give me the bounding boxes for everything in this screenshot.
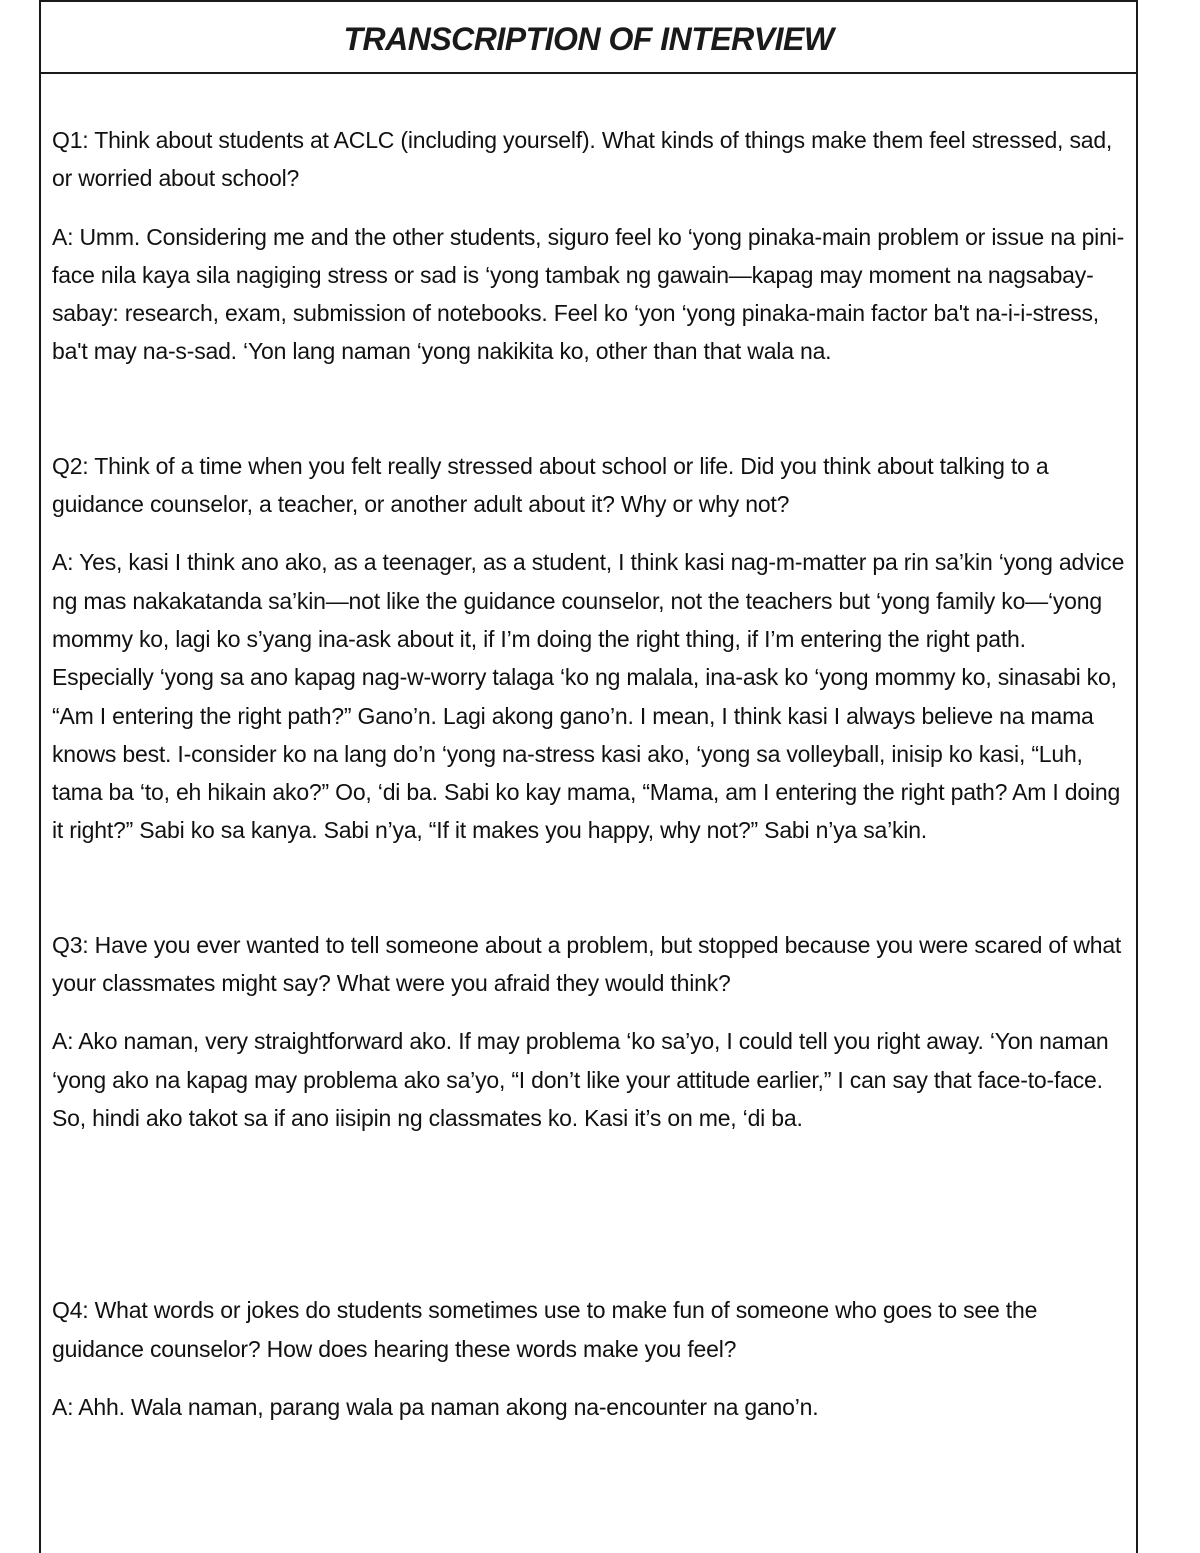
qa-block-2	[52, 447, 1130, 850]
title-header	[41, 2, 1136, 74]
document-page	[39, 0, 1138, 1553]
qa-block-3	[52, 926, 1130, 1137]
question-1: Q1: Think about students at ACLC (including yourself). What kinds of things make them feel stressed, sad, or worried about school?	[52, 127, 1113, 192]
answer-2: A: Yes, kasi I think ano ako, as a teenager, as a student, I think kasi nag-m-matter pa rin sa’kin ‘yong advice ng mas nakakatanda sa’kin—not like the guidance counselor, not the teachers but ‘yong family ko—‘yong mommy ko, lagi ko s’yang ina-ask about it, if I’m doing the right thing, if I’m entering the right path. Especially ‘yong sa ano kapag nag-w-worry talaga ‘ko ng malala, ina-ask ko ‘yong mommy ko, sinasabi ko, “Am I entering the right path?” Gano’n. Lagi akong gano’n. I mean, I think kasi I always believe na mama knows best. I-consider ko na lang do’n ‘yong na-stress kasi ako, ‘yong sa volleyball, inisip ko kasi, “Luh, tama ba ‘to, eh hikain ako?” Oo, ‘di ba. Sabi ko kay mama, “Mama, am I entering the right path? Am I doing it right?” Sabi ko sa kanya. Sabi n’ya, “If it makes you happy, why not?” Sabi n’ya sa’kin.	[52, 549, 1125, 844]
interview-content	[52, 121, 1130, 1426]
answer-1: A: Umm. Considering me and the other students, siguro feel ko ‘yong pinaka-main problem or issue na pini-face nila kaya sila nagiging stress or sad is ‘yong tambak ng gawain—kapag may moment na nagsabay-sabay: research, exam, submission of notebooks. Feel ko ‘yon ‘yong pinaka-main factor ba't na-i-i-stress, ba't may na-s-sad. ‘Yon lang naman ‘yong nakikita ko, other than that wala na.	[52, 223, 1125, 365]
document-title: TRANSCRIPTION OF INTERVIEW	[343, 20, 834, 57]
qa-block-1	[52, 121, 1130, 371]
question-4: Q4: What words or jokes do students sometimes use to make fun of someone who goes to see the guidance counselor? How does hearing these words make you feel?	[52, 1297, 1038, 1362]
question-3: Q3: Have you ever wanted to tell someone about a problem, but stopped because you were scared of what your classmates might say? What were you afraid they would think?	[52, 931, 1122, 997]
qa-block-4	[52, 1291, 1130, 1426]
answer-4: A: Ahh. Wala naman, parang wala pa naman akong na-encounter na gano’n.	[52, 1393, 819, 1420]
answer-3: A: Ako naman, very straightforward ako. If may problema ‘ko sa’yo, I could tell you right away. ‘Yon naman ‘yong ako na kapag may problema ako sa’yo, “I don’t like your attitude earlier,” I can say that face-to-face. So, hindi ako takot sa if ano iisipin ng classmates ko. Kasi it’s on me, ‘di ba.	[52, 1028, 1109, 1131]
question-2: Q2: Think of a time when you felt really stressed about school or life. Did you think about talking to a guidance counselor, a teacher, or another adult about it? Why or why not?	[52, 452, 1049, 518]
